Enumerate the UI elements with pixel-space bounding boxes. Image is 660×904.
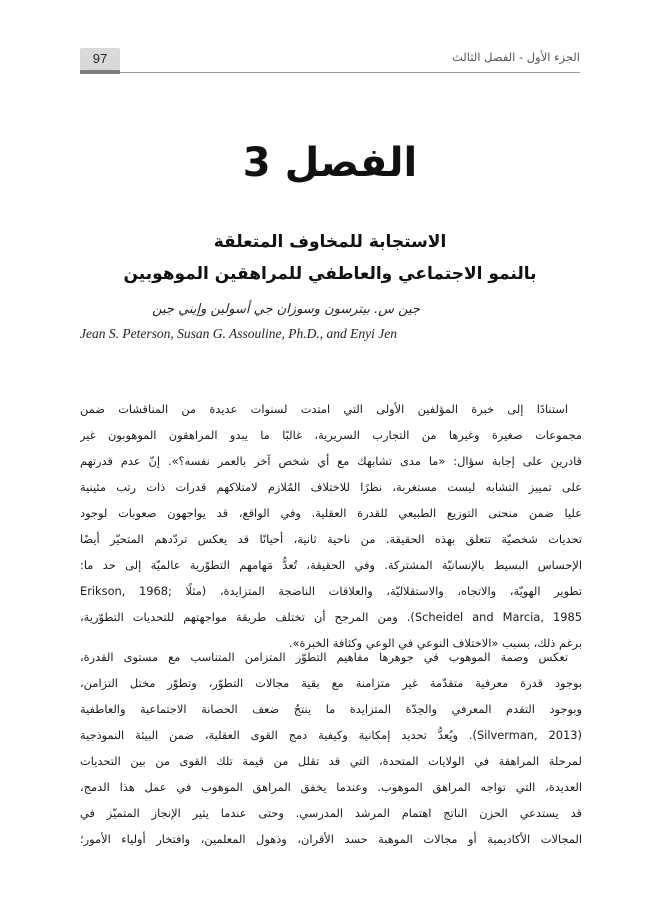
running-header xyxy=(80,46,580,76)
paragraph-1 xyxy=(80,396,582,656)
paragraph-line: المجالات الأكاديمية أو مجالات الموهبة حسد الأقران، وذهول المعلمين، وافتخار أولياء الأمور؛ xyxy=(80,832,582,846)
paragraph-line: مجموعات صغيرة وغيرها من التجارب السريرية، غالبًا ما يبدو المراهقون الموهوبون غير xyxy=(80,428,582,442)
paragraph-2 xyxy=(80,644,582,852)
paragraph-line: تحديات شخصيّة تتعلق بهذه الحقيقة. من ناحية ثانية، أحيانًا قد يعكس تردّدهم المتحيّر أيضًا xyxy=(80,532,582,546)
chapter-title: الفصل 3 xyxy=(242,140,418,186)
authors-arabic: جين س. بيترسون وسوزان جي أسولين وإيني جين xyxy=(152,302,420,317)
authors-english: Jean S. Peterson, Susan G. Assouline, Ph.D., and Enyi Jen xyxy=(80,326,397,341)
paragraph-line: استنادًا إلى خبرة المؤلفين الأولى التي امتدت لسنوات عديدة من المناقشات ضمن xyxy=(80,402,568,416)
paragraph-line: الإحساس البسيط بالإنسانيّة المشتركة. وفي الحقيقة، تُعدُّ مَهامهم التطوّرية عالميّة إلى حد ما: xyxy=(80,558,582,572)
paragraph-line: (Silverman, 2013). ويُعدُّ تحديد إمكانية وكيفية دمج القوى العقلية، ضمن البيئة النموذجية xyxy=(80,728,582,742)
chapter-subtitle-line-1: الاستجابة للمخاوف المتعلقة xyxy=(213,232,447,252)
paragraph-line: قد يستدعي الحزن الناتج اهتمام المرشد المدرسي. وحتى عندما يثير الإنجاز المتميّز في xyxy=(80,806,582,820)
paragraph-line: وبوجود التقدم المعرفي والحِدّة المتزايدة ما ينتجُ ضعف الحصانة الاجتماعية والعاطفية xyxy=(80,702,582,716)
chapter-subtitle-line-2: بالنمو الاجتماعي والعاطفي للمراهقين الموهوبين xyxy=(123,264,537,284)
paragraph-line: لمرحلة المراهقة في الولايات المتحدة، التي قد تقلل من قيمة تلك القوى من بين التحديات xyxy=(80,754,582,768)
paragraph-line: برغم ذلك، بسبب «الاختلاف النوعي في الوعي وكثافة الخبرة». xyxy=(288,636,582,650)
paragraph-line: قادرين على إجابة سؤال: «ما مدى تشابهك مع أي شخص آخر بالعمر نفسه؟». إنّ عدم قدرتهم xyxy=(80,454,582,468)
paragraph-line: تطوير الهويّة، والاتجاه، والاستقلاليّة، والعلاقات الناضجة المتزايدة، (مثلًا ;Erikson, 1968 xyxy=(80,584,582,598)
paragraph-line: على تمييز التشابه ليست مستغربة، نظرًا للاختلاف المُلازم لامتلاكهم قدرات ذات رتب مئينية xyxy=(80,480,582,494)
paragraph-line: تعكس وصمة الموهوب في جوهرها مفاهيم التطوّر المتزامن المتناسب مع مستوى القدرة، xyxy=(80,650,568,664)
header-rule xyxy=(120,72,580,73)
page-number-tab-shadow xyxy=(80,70,120,74)
paragraph-line: بوجود قدرة معرفية متقدّمة غير متزامنة مع بقية مجالات التطوّر، وتطوّر مختل التزامن، xyxy=(80,676,582,690)
paragraph-line: عليا ضمن منحنى التوزيع الطبيعي للقدرة العقلية. وفي الواقع، قد يواجهون صعوبات لوجود xyxy=(80,506,582,520)
page-number: 97 xyxy=(92,51,108,66)
paragraph-line: العديدة، التي تواجه المراهق الموهوب. وعندما يخفق المراهق الموهوب في عمل هذا الدمج، xyxy=(80,780,582,794)
paragraph-line: Scheidel and Marcia, 1985). ومن المرجح أن تختلف طريقة مواجهتهم للتحديات التطوّرية، xyxy=(80,610,582,624)
running-title: الجزء الأول - الفصل الثالث xyxy=(452,50,580,64)
